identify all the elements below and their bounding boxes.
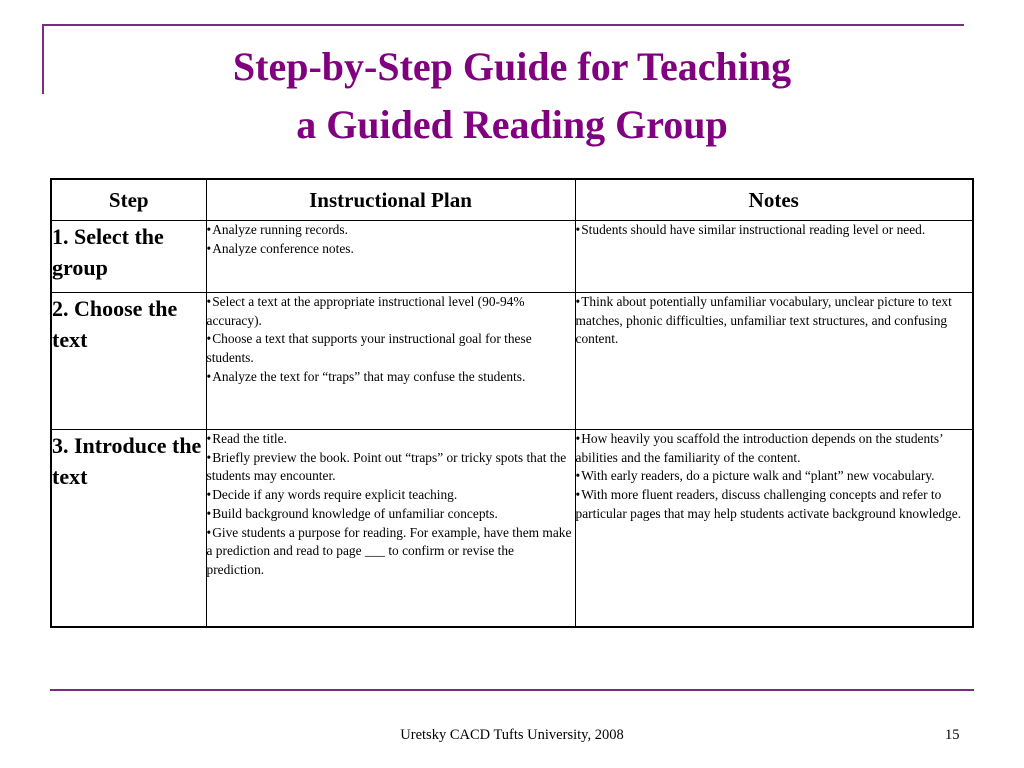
header-notes: Notes [575, 179, 973, 221]
notes-cell [575, 430, 973, 628]
plan-cell [206, 221, 575, 293]
plan-item: • Give students a purpose for reading. For example, have them make a prediction and read to page ___ to confirm or revise the prediction. [207, 524, 575, 580]
notes-item: • With more fluent readers, discuss challenging concepts and refer to particular pages that may help students activate background knowledge. [576, 486, 973, 523]
plan-item: • Briefly preview the book. Point out “traps” or tricky spots that the students may encounter. [207, 449, 575, 486]
header-step: Step [51, 179, 206, 221]
plan-item: • Analyze conference notes. [207, 240, 575, 259]
table-header-row [51, 179, 973, 221]
slide-title [0, 38, 1024, 154]
notes-cell [575, 293, 973, 430]
footer-credit: Uretsky CACD Tufts University, 2008 [400, 727, 624, 743]
plan-item: • Analyze running records. [207, 221, 575, 240]
notes-cell [575, 221, 973, 293]
guided-reading-table [50, 178, 974, 628]
notes-item: • How heavily you scaffold the introduction depends on the students’ abilities and the familiarity of the content. [576, 430, 973, 467]
header-instructional-plan: Instructional Plan [206, 179, 575, 221]
table-row [51, 293, 973, 430]
plan-item: • Select a text at the appropriate instructional level (90-94% accuracy). [207, 293, 575, 330]
step-cell: 3. Introduce the text [51, 430, 206, 628]
plan-item: • Build background knowledge of unfamiliar concepts. [207, 505, 575, 524]
table-row [51, 221, 973, 293]
plan-cell [206, 293, 575, 430]
plan-cell [206, 430, 575, 628]
step-cell: 1. Select the group [51, 221, 206, 293]
top-decorative-rule [42, 24, 964, 26]
page-number: 15 [945, 727, 960, 743]
table-row [51, 430, 973, 628]
bottom-decorative-rule [50, 689, 974, 691]
plan-item: • Read the title. [207, 430, 575, 449]
notes-item: • Students should have similar instructional reading level or need. [576, 221, 973, 240]
slide-title-line-2: a Guided Reading Group [296, 102, 728, 147]
notes-item: • With early readers, do a picture walk and “plant” new vocabulary. [576, 467, 973, 486]
plan-item: • Analyze the text for “traps” that may confuse the students. [207, 368, 575, 387]
plan-item: • Choose a text that supports your instructional goal for these students. [207, 330, 575, 367]
slide-title-line-1: Step-by-Step Guide for Teaching [232, 44, 792, 89]
step-cell: 2. Choose the text [51, 293, 206, 430]
notes-item: • Think about potentially unfamiliar vocabulary, unclear picture to text matches, phonic difficulties, unfamiliar text structures, and confusing content. [576, 293, 973, 349]
plan-item: • Decide if any words require explicit teaching. [207, 486, 575, 505]
